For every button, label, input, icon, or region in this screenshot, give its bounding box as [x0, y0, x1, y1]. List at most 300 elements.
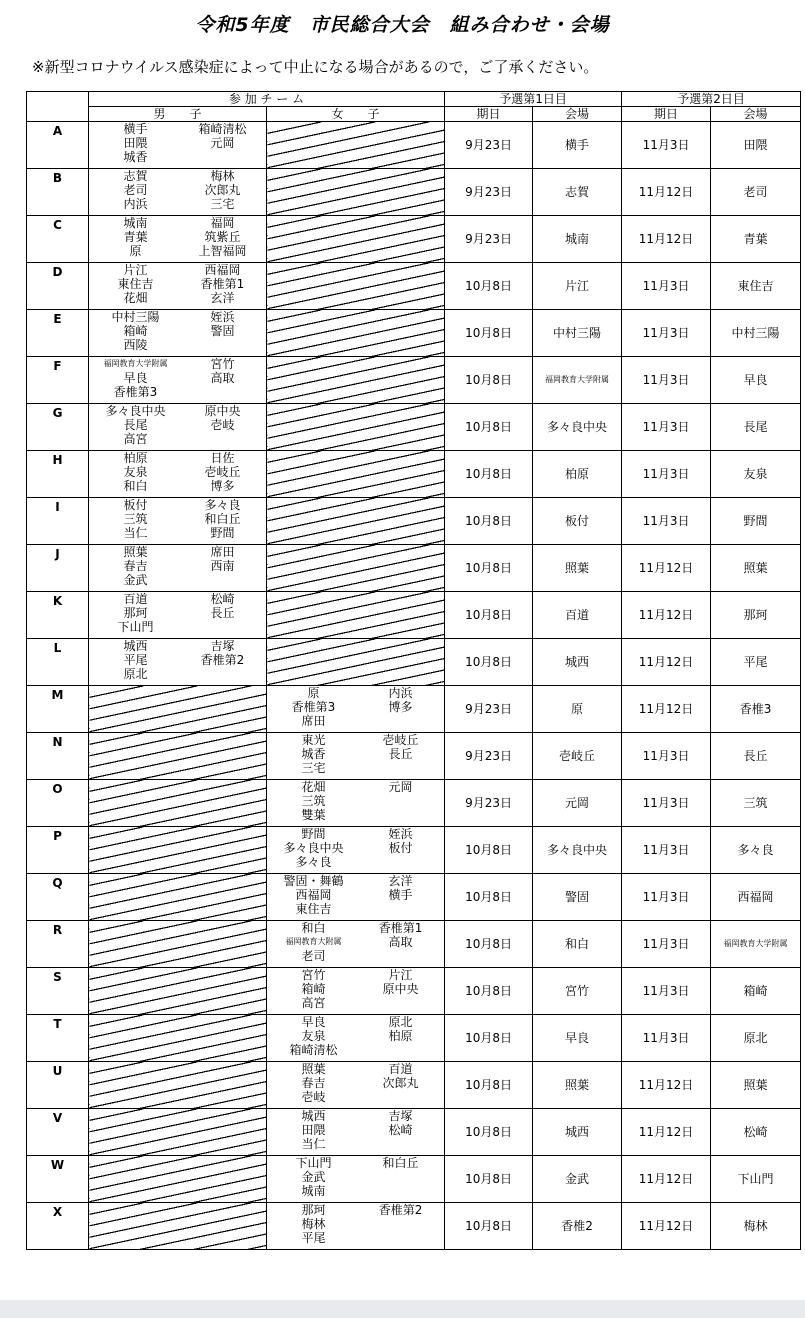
girls-hatched-cell — [267, 639, 445, 686]
round2-date-cell: 11月3日 — [622, 874, 711, 921]
team-name: 吉塚 — [210, 639, 235, 653]
round1-venue-cell: 元岡 — [533, 780, 622, 827]
group-label: U — [27, 1062, 89, 1109]
round1-date-cell: 10月8日 — [445, 968, 533, 1015]
team-name: 城西 — [123, 639, 148, 653]
group-row — [27, 780, 801, 827]
team-name — [179, 338, 266, 352]
group-row — [27, 827, 801, 874]
round1-venue-cell: 早良 — [533, 1015, 622, 1062]
group-label: D — [27, 263, 89, 310]
round1-venue-cell: 宮竹 — [533, 968, 622, 1015]
round2-venue-cell: 東住吉 — [711, 263, 801, 310]
team-name: 多々良中央 — [283, 841, 344, 855]
team-name: 青葉 — [123, 230, 148, 244]
team-name: 箱崎清松 — [198, 122, 247, 136]
team-name: 高取 — [388, 935, 413, 949]
girls-teams-cell — [267, 1109, 445, 1156]
girls-teams-cell — [267, 780, 445, 827]
team-name: 友泉 — [301, 1029, 326, 1043]
team-name: 香椎第1 — [378, 921, 423, 935]
team-name: 中村三陽 — [111, 310, 160, 324]
team-name: 壱岐 — [210, 418, 235, 432]
group-label: I — [27, 498, 89, 545]
girls-hatched-cell — [267, 263, 445, 310]
team-name: 城南 — [301, 1184, 326, 1198]
team-name — [179, 667, 266, 681]
round2-venue-cell: 老司 — [711, 169, 801, 216]
team-name: 城西 — [301, 1109, 326, 1123]
team-name: 博多 — [388, 700, 413, 714]
group-label: B — [27, 169, 89, 216]
team-name — [357, 1090, 444, 1104]
group-label: G — [27, 404, 89, 451]
round1-date-cell: 9月23日 — [445, 733, 533, 780]
team-name: 宮竹 — [210, 357, 235, 371]
team-name: 梅林 — [301, 1217, 326, 1231]
round2-venue-cell: 箱崎 — [711, 968, 801, 1015]
team-name — [357, 714, 444, 728]
group-row — [27, 968, 801, 1015]
team-name: 百道 — [388, 1062, 413, 1076]
team-name: 長丘 — [388, 747, 413, 761]
covid-notice: ※新型コロナウイルス感染症によって中止になる場合があるので，ご了承ください。 — [32, 58, 599, 76]
round1-date-cell: 10月8日 — [445, 1109, 533, 1156]
team-name — [357, 1217, 444, 1231]
group-label: V — [27, 1109, 89, 1156]
girls-teams-cell — [267, 874, 445, 921]
team-name: 日佐 — [210, 451, 235, 465]
girls-hatched-cell — [267, 216, 445, 263]
girls-teams-cell — [267, 1203, 445, 1250]
round1-date-cell: 10月8日 — [445, 310, 533, 357]
team-name: 花畑 — [301, 780, 326, 794]
team-name — [357, 996, 444, 1010]
team-name: 片江 — [123, 263, 148, 277]
header-round1-date: 期日 — [445, 107, 533, 122]
round2-date-cell: 11月3日 — [622, 827, 711, 874]
team-name: 柏原 — [388, 1029, 413, 1043]
boys-hatched-cell — [89, 1156, 267, 1203]
team-name: 香椎第3 — [291, 700, 336, 714]
round1-date-cell: 10月8日 — [445, 545, 533, 592]
team-name: 三筑 — [301, 794, 326, 808]
group-label: Q — [27, 874, 89, 921]
team-name: 梅林 — [210, 169, 235, 183]
group-label: P — [27, 827, 89, 874]
team-name: 高宮 — [301, 996, 326, 1010]
team-name — [357, 1170, 444, 1184]
team-name: 香椎第3 — [113, 385, 158, 399]
team-name: 田隈 — [123, 136, 148, 150]
team-name: 雙葉 — [301, 808, 326, 822]
round1-date-cell: 10月8日 — [445, 263, 533, 310]
group-row — [27, 1109, 801, 1156]
round2-venue-cell: 下山門 — [711, 1156, 801, 1203]
team-name: 板付 — [123, 498, 148, 512]
round1-venue-cell: 城南 — [533, 216, 622, 263]
round2-venue-cell: 友泉 — [711, 451, 801, 498]
round1-venue-cell: 警固 — [533, 874, 622, 921]
group-label: W — [27, 1156, 89, 1203]
group-row — [27, 686, 801, 733]
round1-venue-cell: 金武 — [533, 1156, 622, 1203]
team-name — [179, 432, 266, 446]
team-name: 那珂 — [301, 1203, 326, 1217]
team-name: 早良 — [123, 371, 148, 385]
round1-date-cell: 9月23日 — [445, 216, 533, 263]
team-name: 筑紫丘 — [204, 230, 241, 244]
girls-hatched-cell — [267, 169, 445, 216]
round2-date-cell: 11月3日 — [622, 357, 711, 404]
team-name: 香椎第2 — [378, 1203, 423, 1217]
group-label: S — [27, 968, 89, 1015]
team-name: 和白丘 — [204, 512, 241, 526]
team-name: 姪浜 — [388, 827, 413, 841]
team-name: 原 — [307, 686, 320, 700]
round1-date-cell: 9月23日 — [445, 169, 533, 216]
round2-venue-cell: 中村三陽 — [711, 310, 801, 357]
group-label: X — [27, 1203, 89, 1250]
round1-date-cell: 10月8日 — [445, 1062, 533, 1109]
team-name: 警固 — [210, 324, 235, 338]
boys-hatched-cell — [89, 968, 267, 1015]
round2-venue-cell: 香椎3 — [711, 686, 801, 733]
team-name: 元岡 — [388, 780, 413, 794]
round2-date-cell: 11月3日 — [622, 404, 711, 451]
team-name: 照葉 — [301, 1062, 326, 1076]
boys-hatched-cell — [89, 1109, 267, 1156]
round2-venue-cell: 松崎 — [711, 1109, 801, 1156]
group-label: A — [27, 122, 89, 169]
team-name: 百道 — [123, 592, 148, 606]
round2-venue-cell: 三筑 — [711, 780, 801, 827]
team-name: 内浜 — [388, 686, 413, 700]
group-label: T — [27, 1015, 89, 1062]
girls-hatched-cell — [267, 357, 445, 404]
boys-hatched-cell — [89, 1062, 267, 1109]
team-name: 福岡教育大附属 — [285, 937, 342, 946]
round1-date-cell: 10月8日 — [445, 404, 533, 451]
girls-teams-cell — [267, 1062, 445, 1109]
round2-date-cell: 11月3日 — [622, 122, 711, 169]
header-girls: 女 子 — [267, 107, 445, 122]
team-name: 原 — [129, 244, 142, 258]
round2-date-cell: 11月12日 — [622, 592, 711, 639]
round1-venue-cell: 板付 — [533, 498, 622, 545]
team-name: 平尾 — [301, 1231, 326, 1245]
round2-date-cell: 11月12日 — [622, 1203, 711, 1250]
team-name: 原北 — [123, 667, 148, 681]
team-name: 博多 — [210, 479, 235, 493]
group-label: J — [27, 545, 89, 592]
round2-venue-cell: 早良 — [711, 357, 801, 404]
team-name — [179, 620, 266, 634]
group-row — [27, 1203, 801, 1250]
round1-venue-cell: 志賀 — [533, 169, 622, 216]
team-name: 平尾 — [123, 653, 148, 667]
group-row — [27, 874, 801, 921]
round1-venue-cell: 照葉 — [533, 545, 622, 592]
boys-teams-cell — [89, 357, 267, 404]
girls-teams-cell — [267, 921, 445, 968]
group-row — [27, 451, 801, 498]
team-name: 福岡 — [210, 216, 235, 230]
round2-venue-cell: 長尾 — [711, 404, 801, 451]
boys-teams-cell — [89, 169, 267, 216]
group-row — [27, 1062, 801, 1109]
boys-hatched-cell — [89, 780, 267, 827]
round2-venue-cell: 平尾 — [711, 639, 801, 686]
boys-teams-cell — [89, 310, 267, 357]
team-name: 吉塚 — [388, 1109, 413, 1123]
round1-venue-cell: 多々良中央 — [533, 827, 622, 874]
team-name: 高取 — [210, 371, 235, 385]
team-name: 和白丘 — [382, 1156, 419, 1170]
round2-venue-cell: 原北 — [711, 1015, 801, 1062]
team-name: 長尾 — [123, 418, 148, 432]
round1-venue-cell: 原 — [533, 686, 622, 733]
team-name: 野間 — [210, 526, 235, 540]
group-label: C — [27, 216, 89, 263]
team-name: 柏原 — [123, 451, 148, 465]
round2-venue-cell: 那珂 — [711, 592, 801, 639]
round2-venue-cell: 田隈 — [711, 122, 801, 169]
round1-venue-cell: 百道 — [533, 592, 622, 639]
header-round1-venue: 会場 — [533, 107, 622, 122]
round1-date-cell: 10月8日 — [445, 874, 533, 921]
team-name: 花畑 — [123, 291, 148, 305]
team-name: 宮竹 — [301, 968, 326, 982]
round2-venue-cell: 照葉 — [711, 545, 801, 592]
group-row — [27, 545, 801, 592]
group-label: M — [27, 686, 89, 733]
round2-date-cell: 11月12日 — [622, 686, 711, 733]
team-name: 壱岐 — [301, 1090, 326, 1104]
round2-date-cell: 11月3日 — [622, 263, 711, 310]
team-name: 香椎第2 — [200, 653, 245, 667]
team-name — [357, 794, 444, 808]
team-name: 当仁 — [301, 1137, 326, 1151]
team-name: 西陵 — [123, 338, 148, 352]
round1-venue-cell: 多々良中央 — [533, 404, 622, 451]
schedule-table — [26, 91, 801, 1250]
team-name: 老司 — [301, 949, 326, 963]
team-name — [357, 949, 444, 963]
round1-date-cell: 10月8日 — [445, 592, 533, 639]
round1-date-cell: 10月8日 — [445, 1156, 533, 1203]
team-name: 原北 — [388, 1015, 413, 1029]
round2-date-cell: 11月12日 — [622, 639, 711, 686]
round2-date-cell: 11月3日 — [622, 733, 711, 780]
round1-date-cell: 10月8日 — [445, 498, 533, 545]
header-round1: 予選第1日目 — [445, 92, 622, 107]
team-name — [357, 1137, 444, 1151]
team-name: 田隈 — [301, 1123, 326, 1137]
team-name: 西福岡 — [295, 888, 332, 902]
round1-venue-cell: 横手 — [533, 122, 622, 169]
team-name: 箱崎 — [301, 982, 326, 996]
group-row — [27, 122, 801, 169]
boys-hatched-cell — [89, 827, 267, 874]
round2-date-cell: 11月3日 — [622, 968, 711, 1015]
round2-venue-cell: 野間 — [711, 498, 801, 545]
boys-hatched-cell — [89, 1203, 267, 1250]
boys-hatched-cell — [89, 874, 267, 921]
girls-hatched-cell — [267, 451, 445, 498]
group-row — [27, 592, 801, 639]
team-name — [357, 902, 444, 916]
girls-teams-cell — [267, 733, 445, 780]
group-row — [27, 404, 801, 451]
team-name: 西福岡 — [204, 263, 241, 277]
group-row — [27, 1015, 801, 1062]
group-row — [27, 263, 801, 310]
girls-teams-cell — [267, 686, 445, 733]
girls-teams-cell — [267, 1015, 445, 1062]
team-name: 原中央 — [382, 982, 419, 996]
round2-venue-cell: 長丘 — [711, 733, 801, 780]
team-name: 片江 — [388, 968, 413, 982]
group-label: E — [27, 310, 89, 357]
team-name: 香椎第1 — [200, 277, 245, 291]
round2-date-cell: 11月12日 — [622, 1062, 711, 1109]
header-round2-date: 期日 — [622, 107, 711, 122]
round1-venue-cell: 城西 — [533, 1109, 622, 1156]
team-name: 那珂 — [123, 606, 148, 620]
group-row — [27, 216, 801, 263]
team-name: 玄洋 — [388, 874, 413, 888]
team-name — [357, 1043, 444, 1057]
group-row — [27, 498, 801, 545]
team-name: 原中央 — [204, 404, 241, 418]
team-name: 箱崎清松 — [289, 1043, 338, 1057]
boys-teams-cell — [89, 122, 267, 169]
team-name: 横手 — [388, 888, 413, 902]
team-name: 長丘 — [210, 606, 235, 620]
team-name: 次郎丸 — [382, 1076, 419, 1090]
team-name: 板付 — [388, 841, 413, 855]
boys-teams-cell — [89, 404, 267, 451]
team-name: 東光 — [301, 733, 326, 747]
boys-hatched-cell — [89, 686, 267, 733]
boys-teams-cell — [89, 498, 267, 545]
team-name — [179, 385, 266, 399]
group-row — [27, 310, 801, 357]
team-name: 松崎 — [388, 1123, 413, 1137]
boys-hatched-cell — [89, 1015, 267, 1062]
round2-date-cell: 11月12日 — [622, 1109, 711, 1156]
bottom-bar — [0, 1300, 805, 1318]
round1-venue-cell: 柏原 — [533, 451, 622, 498]
round1-date-cell: 10月8日 — [445, 827, 533, 874]
team-name: 高宮 — [123, 432, 148, 446]
girls-hatched-cell — [267, 545, 445, 592]
team-name: 姪浜 — [210, 310, 235, 324]
team-name: 三宅 — [301, 761, 326, 775]
team-name: 席田 — [210, 545, 235, 559]
header-group-corner — [27, 92, 89, 122]
round2-date-cell: 11月3日 — [622, 921, 711, 968]
round2-date-cell: 11月3日 — [622, 1015, 711, 1062]
round2-venue-cell: 青葉 — [711, 216, 801, 263]
team-name: 東住吉 — [117, 277, 154, 291]
team-name — [179, 150, 266, 164]
round2-venue-cell: 照葉 — [711, 1062, 801, 1109]
round1-date-cell: 10月8日 — [445, 451, 533, 498]
round2-date-cell: 11月12日 — [622, 545, 711, 592]
round1-venue-cell: 片江 — [533, 263, 622, 310]
team-name: 友泉 — [123, 465, 148, 479]
round2-date-cell: 11月3日 — [622, 780, 711, 827]
round1-date-cell: 10月8日 — [445, 357, 533, 404]
round1-date-cell: 9月23日 — [445, 122, 533, 169]
team-name: 壱岐丘 — [382, 733, 419, 747]
team-name: 和白 — [123, 479, 148, 493]
team-name: 東住吉 — [295, 902, 332, 916]
group-label: K — [27, 592, 89, 639]
team-name: 志賀 — [123, 169, 148, 183]
round1-date-cell: 9月23日 — [445, 686, 533, 733]
team-name: 春吉 — [123, 559, 148, 573]
girls-teams-cell — [267, 827, 445, 874]
boys-teams-cell — [89, 451, 267, 498]
team-name: 照葉 — [123, 545, 148, 559]
team-name — [357, 761, 444, 775]
team-name: 城南 — [123, 216, 148, 230]
team-name: 内浜 — [123, 197, 148, 211]
header-teams: 参 加 チ ー ム — [89, 92, 445, 107]
team-name: 松崎 — [210, 592, 235, 606]
team-name: 金武 — [123, 573, 148, 587]
round2-venue-cell: 梅林 — [711, 1203, 801, 1250]
round2-date-cell: 11月3日 — [622, 310, 711, 357]
boys-teams-cell — [89, 263, 267, 310]
boys-teams-cell — [89, 216, 267, 263]
group-row — [27, 357, 801, 404]
team-name: 和白 — [301, 921, 326, 935]
group-row — [27, 921, 801, 968]
team-name: 多々良中央 — [105, 404, 166, 418]
team-name: 箱崎 — [123, 324, 148, 338]
group-row — [27, 1156, 801, 1203]
round2-venue-cell: 西福岡 — [711, 874, 801, 921]
group-label: O — [27, 780, 89, 827]
group-label: L — [27, 639, 89, 686]
team-name — [357, 808, 444, 822]
team-name — [357, 1184, 444, 1198]
round1-venue-cell: 城西 — [533, 639, 622, 686]
team-name: 当仁 — [123, 526, 148, 540]
team-name: 壱岐丘 — [204, 465, 241, 479]
header-boys: 男 子 — [89, 107, 267, 122]
girls-hatched-cell — [267, 404, 445, 451]
group-label: F — [27, 357, 89, 404]
round1-venue-cell: 福岡教育大学附属 — [533, 357, 622, 404]
round1-venue-cell: 壱岐丘 — [533, 733, 622, 780]
team-name: 下山門 — [295, 1156, 332, 1170]
team-name: 元岡 — [210, 136, 235, 150]
header-round2: 予選第2日目 — [622, 92, 801, 107]
team-name: 横手 — [123, 122, 148, 136]
girls-hatched-cell — [267, 310, 445, 357]
team-name: 春吉 — [301, 1076, 326, 1090]
boys-teams-cell — [89, 592, 267, 639]
team-name: 多々良 — [204, 498, 241, 512]
team-name: 西南 — [210, 559, 235, 573]
group-label: N — [27, 733, 89, 780]
round2-date-cell: 11月12日 — [622, 169, 711, 216]
